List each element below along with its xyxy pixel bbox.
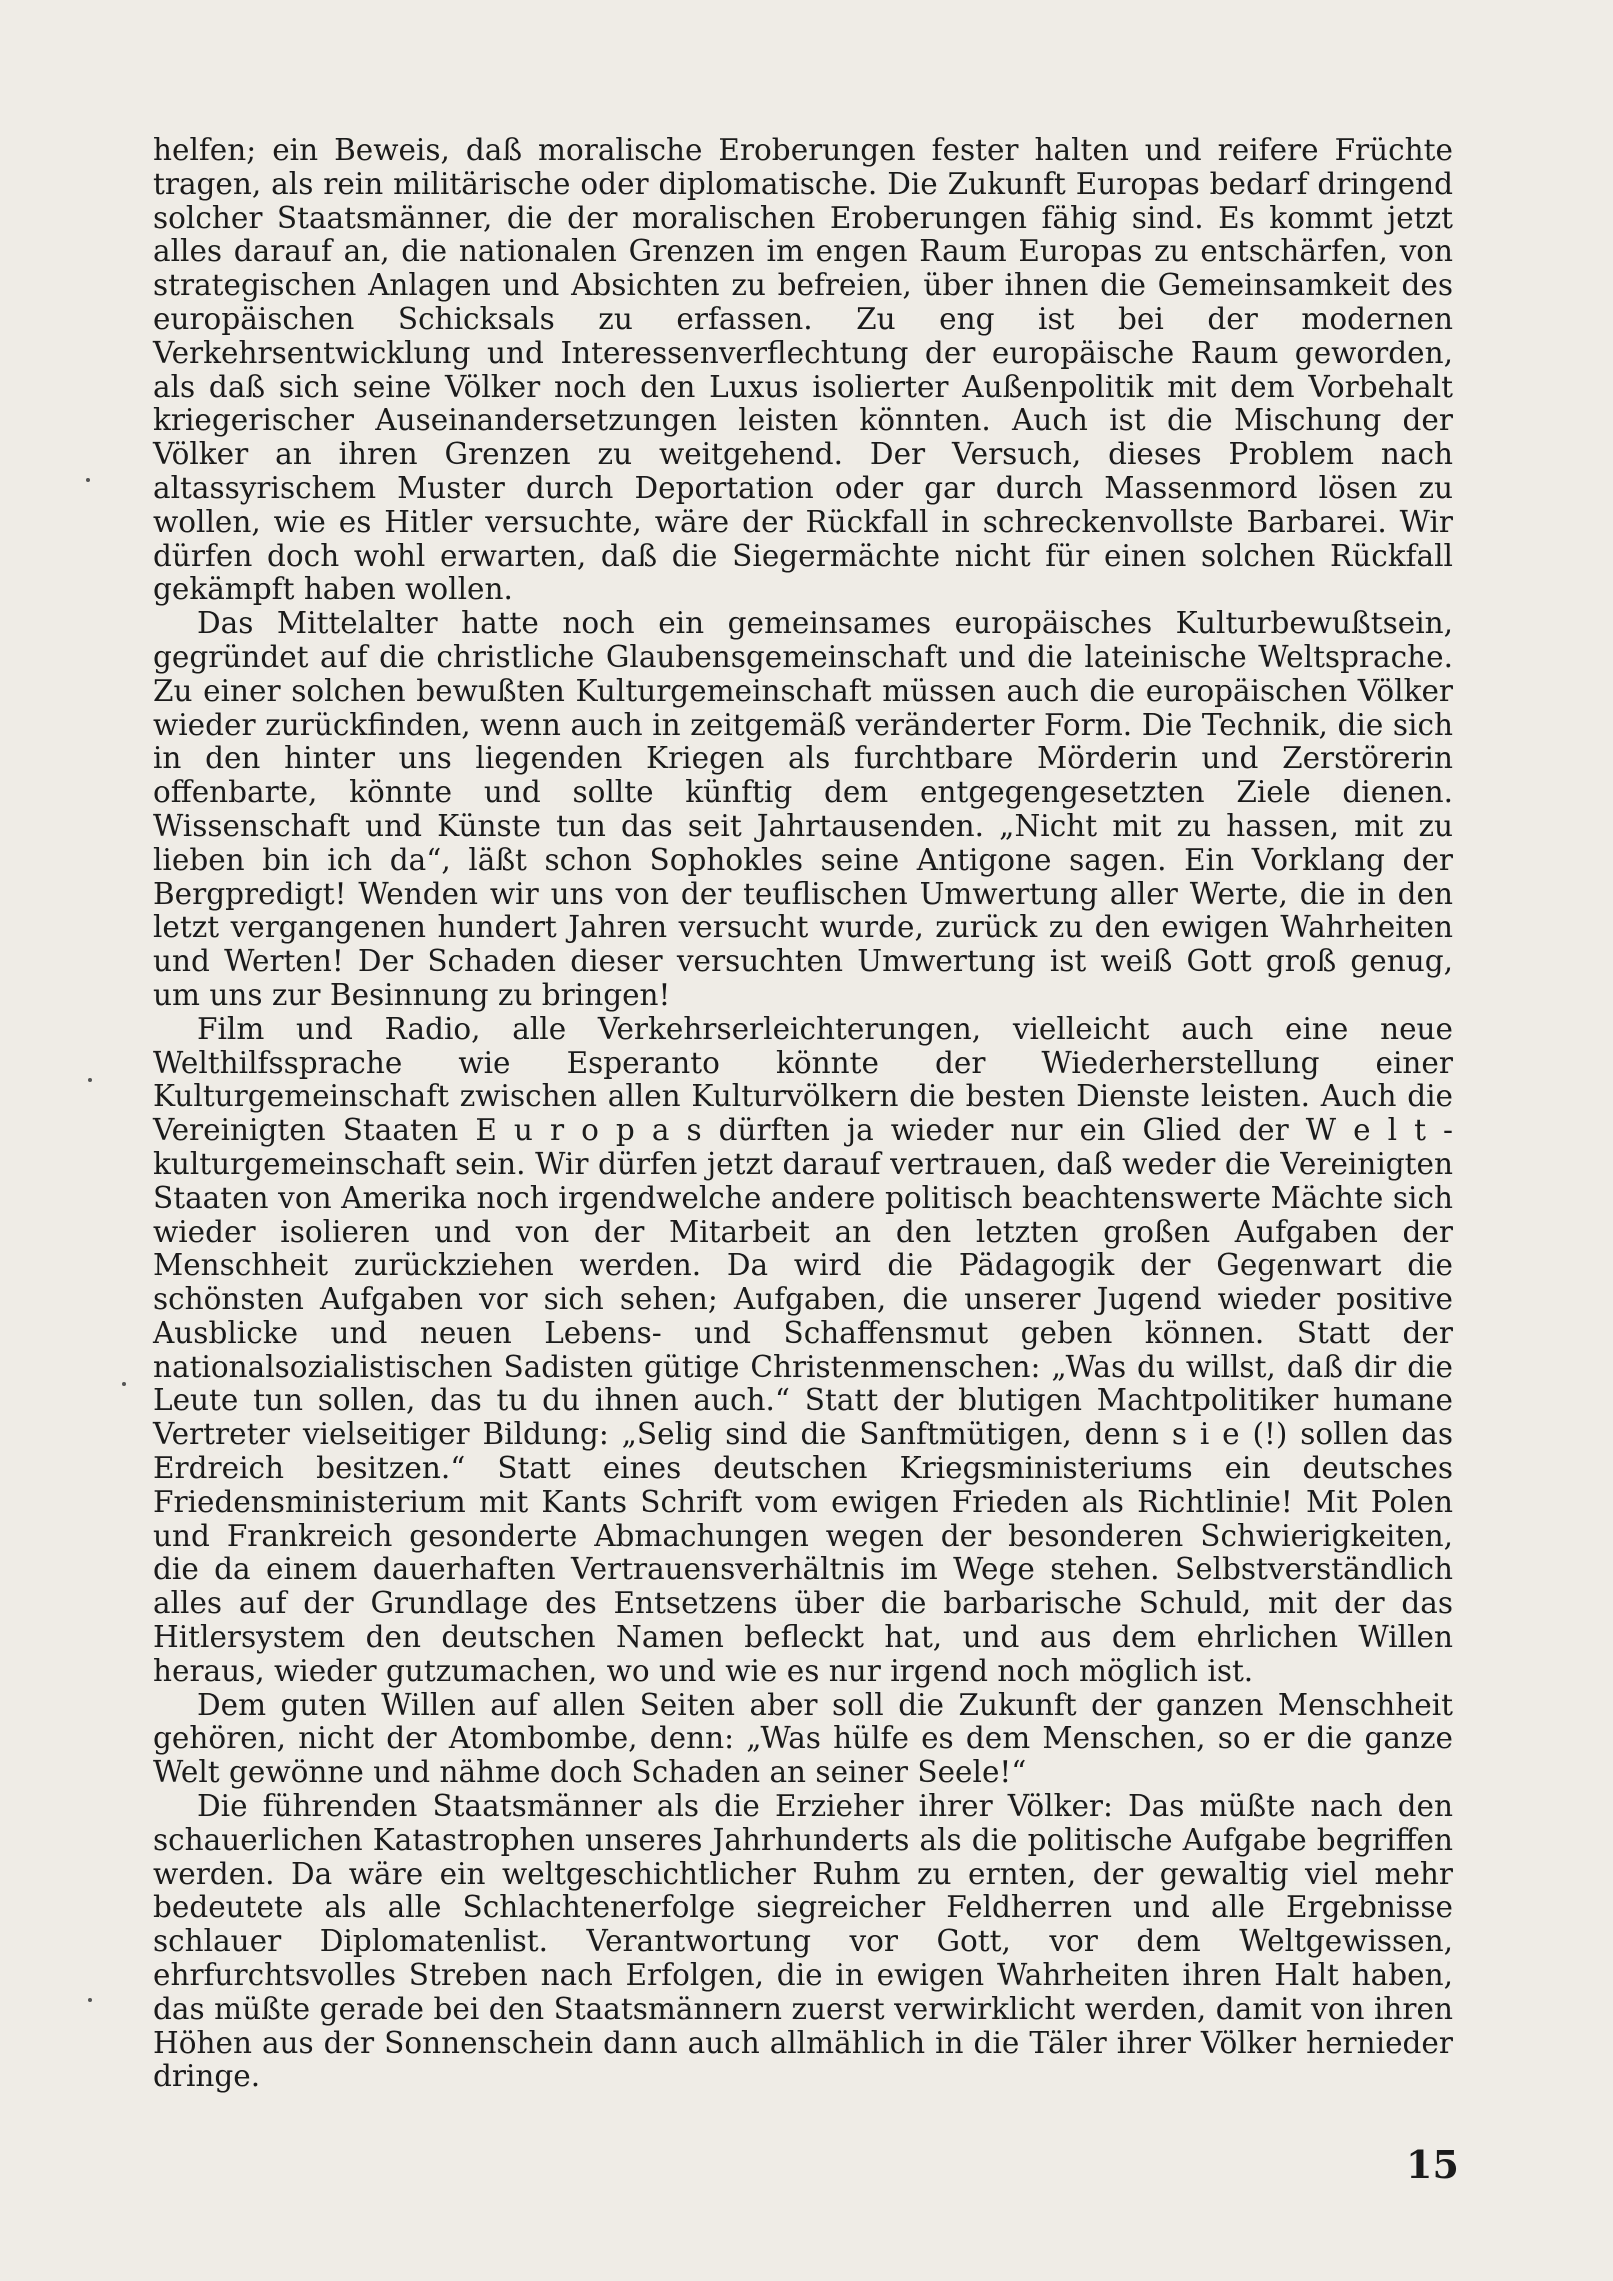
paragraph: Dem guten Willen auf allen Seiten aber soll die Zukunft der ganzen Menschheit gehören, nicht der Atombombe, denn: „Was hülfe es dem Menschen, so er die ganze Welt gewönne und nähme doch Schaden an seiner Seele!“ bbox=[153, 1687, 1453, 1790]
paragraph: Die führenden Staatsmänner als die Erzieher ihrer Völker: Das müßte nach den schauerlichen Katastrophen unseres Jahrhunderts als die politische Aufgabe begriffen werden. Da wäre ein weltgeschichtlicher Ruhm zu ernten, der gewaltig viel mehr bedeutete als alle Schlachtenerfolge siegreicher Feldherren und alle Ergebnisse schlauer Diplomatenlist. Verantwortung vor Gott, vor dem Weltgewissen, ehrfurchtsvolles Streben nach Erfolgen, die in ewigen Wahrheiten ihren Halt haben, das müßte gerade bei den Staatsmännern zuerst verwirklicht werden, damit von ihren Höhen aus der Sonnenschein dann auch allmählich in die Täler ihrer Völker hernieder dringe. bbox=[153, 1789, 1453, 2094]
page-number: 15 bbox=[1406, 2142, 1459, 2187]
body-text bbox=[153, 134, 1453, 2094]
paragraph: Film und Radio, alle Verkehrserleichterungen, vielleicht auch eine neue Welthilfssprache wie Esperanto könnte der Wiederherstellung einer Kulturgemeinschaft zwischen allen Kulturvölkern die besten Dienste leisten. Auch die Vereinigten Staaten E u r o p a s dürften ja wieder nur ein Glied der W e l t - kulturgemeinschaft sein. Wir dürfen jetzt darauf vertrauen, daß weder die Vereinigten Staaten von Amerika noch irgendwelche andere politisch beachtenswerte Mächte sich wieder isolieren und von der Mitarbeit an den letzten großen Aufgaben der Menschheit zurückziehen werden. Da wird die Pädagogik der Gegenwart die schönsten Aufgaben vor sich sehen; Aufgaben, die unserer Jugend wieder positive Ausblicke und neuen Lebens- und Schaffensmut geben können. Statt der nationalsozialistischen Sadisten gütige Christenmenschen: „Was du willst, daß dir die Leute tun sollen, das tu du ihnen auch.“ Statt der blutigen Machtpolitiker humane Vertreter vielseitiger Bildung: „Selig sind die Sanftmütigen, denn s i e (!) sollen das Erdreich besitzen.“ Statt eines deutschen Kriegsministeriums ein deutsches Friedensministerium mit Kants Schrift vom ewigen Frieden als Richtlinie! Mit Polen und Frankreich gesonderte Abmachungen wegen der besonderen Schwierigkeiten, die da einem dauerhaften Vertrauensverhältnis im Wege stehen. Selbstverständlich alles auf der Grundlage des Entsetzens über die barbarische Schuld, mit der das Hitlersystem den deutschen Namen befleckt hat, und aus dem ehrlichen Willen heraus, wieder gutzumachen, wo und wie es nur irgend noch möglich ist. bbox=[153, 1011, 1453, 1688]
print-speck bbox=[88, 1998, 92, 2002]
paragraph: helfen; ein Beweis, daß moralische Eroberungen fester halten und reifere Früchte tragen, als rein militärische oder diplomatische. Die Zukunft Europas bedarf dringend solcher Staatsmänner, die der moralischen Eroberungen fähig sind. Es kommt jetzt alles darauf an, die nationalen Grenzen im engen Raum Europas zu entschärfen, von strategischen Anlagen und Absichten zu befreien, über ihnen die Gemeinsamkeit des europäischen Schicksals zu erfassen. Zu eng ist bei der modernen Verkehrsentwicklung und Interessenverflechtung der europäische Raum geworden, als daß sich seine Völker noch den Luxus isolierter Außenpolitik mit dem Vorbehalt kriegerischer Auseinandersetzungen leisten könnten. Auch ist die Mischung der Völker an ihren Grenzen zu weitgehend. Der Versuch, dieses Problem nach altassyrischem Muster durch Deportation oder gar durch Massenmord lösen zu wollen, wie es Hitler versuchte, wäre der Rückfall in schreckenvollste Barbarei. Wir dürfen doch wohl erwarten, daß die Siegermächte nicht für einen solchen Rückfall gekämpft haben wollen. bbox=[153, 133, 1453, 607]
print-speck bbox=[122, 1382, 126, 1386]
print-speck bbox=[86, 478, 90, 482]
print-speck bbox=[88, 1078, 92, 1082]
paragraph: Das Mittelalter hatte noch ein gemeinsames europäisches Kulturbewußtsein, gegründet auf die christliche Glaubensgemeinschaft und die lateinische Weltsprache. Zu einer solchen bewußten Kulturgemeinschaft müssen auch die europäischen Völker wieder zurückfinden, wenn auch in zeitgemäß veränderter Form. Die Technik, die sich in den hinter uns liegenden Kriegen als furchtbare Mörderin und Zerstörerin offenbarte, könnte und sollte künftig dem entgegengesetzten Ziele dienen. Wissenschaft und Künste tun das seit Jahrtausenden. „Nicht mit zu hassen, mit zu lieben bin ich da“, läßt schon Sophokles seine Antigone sagen. Ein Vorklang der Bergpredigt! Wenden wir uns von der teuflischen Umwertung aller Werte, die in den letzt vergangenen hundert Jahren versucht wurde, zurück zu den ewigen Wahrheiten und Werten! Der Schaden dieser versuchten Umwertung ist weiß Gott groß genug, um uns zur Besinnung zu bringen! bbox=[153, 606, 1453, 1012]
